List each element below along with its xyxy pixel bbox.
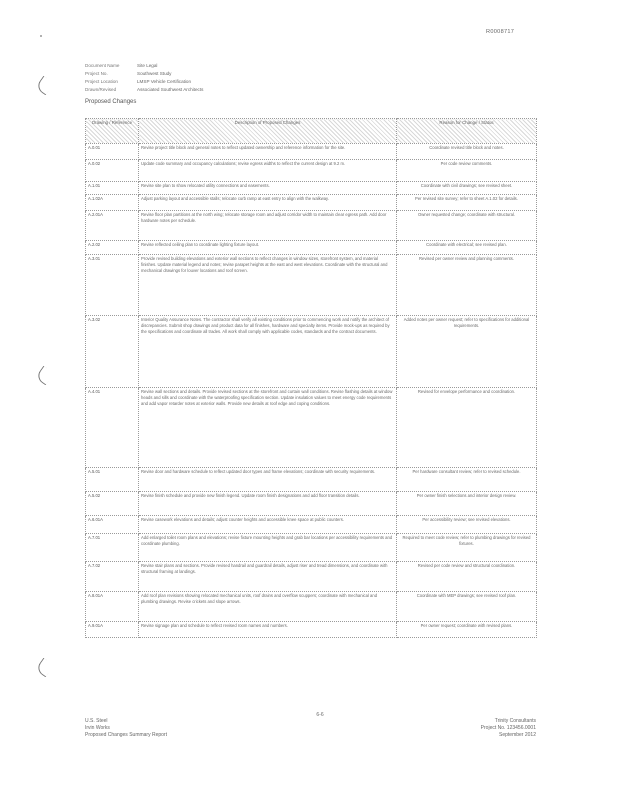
desc-cell: Adjust parking layout and accessible stalls; relocate curb ramp at east entry to align with the walkway. bbox=[139, 195, 397, 211]
desc-cell: Revise stair plans and sections. Provide revised handrail and guardrail details, adjust riser and tread dimensions, and coordinate with structural framing at landings. bbox=[139, 562, 397, 592]
desc-cell: Revise casework elevations and details; adjust counter heights and accessible knee space at public counters. bbox=[139, 516, 397, 534]
table-row bbox=[86, 562, 537, 592]
header-key: Document Name bbox=[85, 63, 120, 68]
status-cell: Revised per owner review and planning comments. bbox=[397, 255, 537, 316]
table-row bbox=[86, 211, 537, 241]
column-header: Drawing / Reference bbox=[86, 119, 139, 144]
status-cell: Coordinate revised title block and notes. bbox=[397, 144, 537, 160]
table-row bbox=[86, 622, 537, 638]
desc-cell: Update code summary and occupancy calculations; revise egress widths to reflect the current design at 9.2 m. bbox=[139, 160, 397, 182]
header-key: Project No. bbox=[85, 71, 108, 76]
desc-cell: Provide revised building elevations and exterior wall sections to reflect changes in window sizes, storefront system, and material finishes. Update material legend and notes; revise parapet heights at the east and west elevations. Coordinate with the structural and mechanical drawings for louver locations and roof screen. bbox=[139, 255, 397, 316]
ref-cell: A.1.02A bbox=[86, 195, 139, 211]
ref-cell: A.0.01 bbox=[86, 144, 139, 160]
section-title: Proposed Changes bbox=[85, 99, 137, 105]
status-cell: Per owner finish selections and interior design review. bbox=[397, 492, 537, 516]
ref-cell: A.7.02 bbox=[86, 562, 139, 592]
status-cell: Coordinate with electrical; see revised plan. bbox=[397, 241, 537, 255]
document-header bbox=[85, 62, 203, 94]
header-value: Associated Southwest Architects bbox=[137, 87, 204, 92]
binder-hole-mark bbox=[35, 76, 54, 96]
status-cell: Per revised site survey; refer to sheet A.1.02 for details. bbox=[397, 195, 537, 211]
ref-cell: A.0.02 bbox=[86, 160, 139, 182]
table-row bbox=[86, 160, 537, 182]
status-cell: Coordinate with civil drawings; see revised sheet. bbox=[397, 182, 537, 195]
footer-line: Trinity Consultants bbox=[494, 718, 536, 724]
table-row bbox=[86, 516, 537, 534]
footer-line: Proposed Changes Summary Report bbox=[85, 732, 167, 738]
table-row bbox=[86, 182, 537, 195]
ref-cell: A.2.02 bbox=[86, 241, 139, 255]
desc-cell: Revise floor plan partitions at the north wing; relocate storage room and adjust corridor width to maintain clear egress path. Add door hardware notes per schedule. bbox=[139, 211, 397, 241]
table-row bbox=[86, 468, 537, 492]
desc-cell: Revise site plan to show relocated utility connections and easements. bbox=[139, 182, 397, 195]
table-row bbox=[86, 255, 537, 316]
table-row bbox=[86, 492, 537, 516]
header-key: Project Location bbox=[85, 79, 118, 84]
ref-cell: A.3.02 bbox=[86, 316, 139, 388]
binder-hole-mark bbox=[35, 366, 54, 386]
header-row bbox=[85, 62, 203, 70]
table-row bbox=[86, 388, 537, 468]
status-cell: Per owner request; coordinate with revised plans. bbox=[397, 622, 537, 638]
page-number: 6-6 bbox=[316, 712, 324, 718]
table-row bbox=[86, 195, 537, 211]
status-cell: Per hardware consultant review; refer to revised schedule. bbox=[397, 468, 537, 492]
header-value: Site Legal bbox=[137, 63, 158, 68]
table-row bbox=[86, 316, 537, 388]
footer-left bbox=[85, 718, 167, 739]
footer-line: U.S. Steel bbox=[85, 718, 108, 724]
ref-cell: A.1.01 bbox=[86, 182, 139, 195]
footer-line: Irvin Works bbox=[85, 725, 110, 731]
ref-cell: A.4.01 bbox=[86, 388, 139, 468]
desc-cell: Interior Quality Assurance Notes. The contractor shall verify all existing conditions prior to commencing work and notify the architect of discrepancies. Submit shop drawings and product data for all finishes, hardware and specialty items. Provide mock-ups as required by the specifications and coordinate all trades. All work shall comply with applicable codes, standards and the contract documents. bbox=[139, 316, 397, 388]
status-cell: Owner requested change; coordinate with structural. bbox=[397, 211, 537, 241]
ref-cell: A.8.01A bbox=[86, 592, 139, 622]
desc-cell: Revise project title block and general notes to reflect updated ownership and reference information for the site. bbox=[139, 144, 397, 160]
column-header: Reason for Change / Status bbox=[397, 119, 537, 144]
status-cell: Added notes per owner request; refer to specifications for additional requirements. bbox=[397, 316, 537, 388]
status-cell: Coordinate with MEP drawings; see revised roof plan. bbox=[397, 592, 537, 622]
ref-cell: A.5.02 bbox=[86, 492, 139, 516]
binder-hole-mark bbox=[35, 658, 54, 678]
footer-line: Project No. 123456.0001 bbox=[480, 725, 536, 731]
column-header: Description of Proposed Changes bbox=[139, 119, 397, 144]
status-cell: Per code review comments. bbox=[397, 160, 537, 182]
table-row bbox=[86, 144, 537, 160]
header-value: Southwest Study bbox=[137, 71, 172, 76]
footer-right bbox=[456, 718, 536, 739]
header-value: LMSP Vehicle Certification bbox=[137, 79, 192, 84]
header-key: Drawn/Revised bbox=[85, 87, 117, 92]
status-cell: Revised per code review and structural coordination. bbox=[397, 562, 537, 592]
desc-cell: Revise wall sections and details. Provide revised sections at the storefront and curtain wall conditions. Revise flashing details at window heads and sills and coordinate with the waterproofing specification section. Update insulation values to meet energy code requirements and add vapor retarder notes at exterior walls. Provide new details at roof edge and coping conditions. bbox=[139, 388, 397, 468]
ref-cell: A.7.01 bbox=[86, 534, 139, 562]
ref-cell: A.6.01A bbox=[86, 516, 139, 534]
status-cell: Required to meet code review; refer to plumbing drawings for revised fixtures. bbox=[397, 534, 537, 562]
header-row bbox=[85, 70, 203, 78]
desc-cell: Revise signage plan and schedule to reflect revised room names and numbers. bbox=[139, 622, 397, 638]
status-cell: Per accessibility review; see revised elevations. bbox=[397, 516, 537, 534]
ref-cell: A.3.01 bbox=[86, 255, 139, 316]
ref-cell: A.9.01A bbox=[86, 622, 139, 638]
ref-cell: A.5.01 bbox=[86, 468, 139, 492]
desc-cell: Revise door and hardware schedule to reflect updated door types and frame elevations; coordinate with security requirements. bbox=[139, 468, 397, 492]
desc-cell: Add enlarged toilet room plans and elevations; revise fixture mounting heights and grab bar locations per accessibility requirements and coordinate plumbing. bbox=[139, 534, 397, 562]
table-row bbox=[86, 241, 537, 255]
table-row bbox=[86, 592, 537, 622]
proposed-changes-table bbox=[85, 118, 537, 638]
table-header-row bbox=[86, 119, 537, 144]
bates-number: R0008717 bbox=[486, 29, 515, 35]
desc-cell: Add roof plan revisions showing relocated mechanical units, roof drains and overflow scuppers; coordinate with mechanical and plumbing drawings. Revise crickets and slope arrows. bbox=[139, 592, 397, 622]
footer-line: September 2012 bbox=[499, 732, 536, 738]
ref-cell: A.2.01A bbox=[86, 211, 139, 241]
desc-cell: Revise finish schedule and provide new finish legend. Update room finish designations and add floor transition details. bbox=[139, 492, 397, 516]
status-cell: Revised for envelope performance and coordination. bbox=[397, 388, 537, 468]
table-row bbox=[86, 534, 537, 562]
desc-cell: Revise reflected ceiling plan to coordinate lighting fixture layout. bbox=[139, 241, 397, 255]
scan-mark bbox=[40, 35, 42, 37]
header-row bbox=[85, 78, 203, 86]
header-row bbox=[85, 86, 203, 94]
